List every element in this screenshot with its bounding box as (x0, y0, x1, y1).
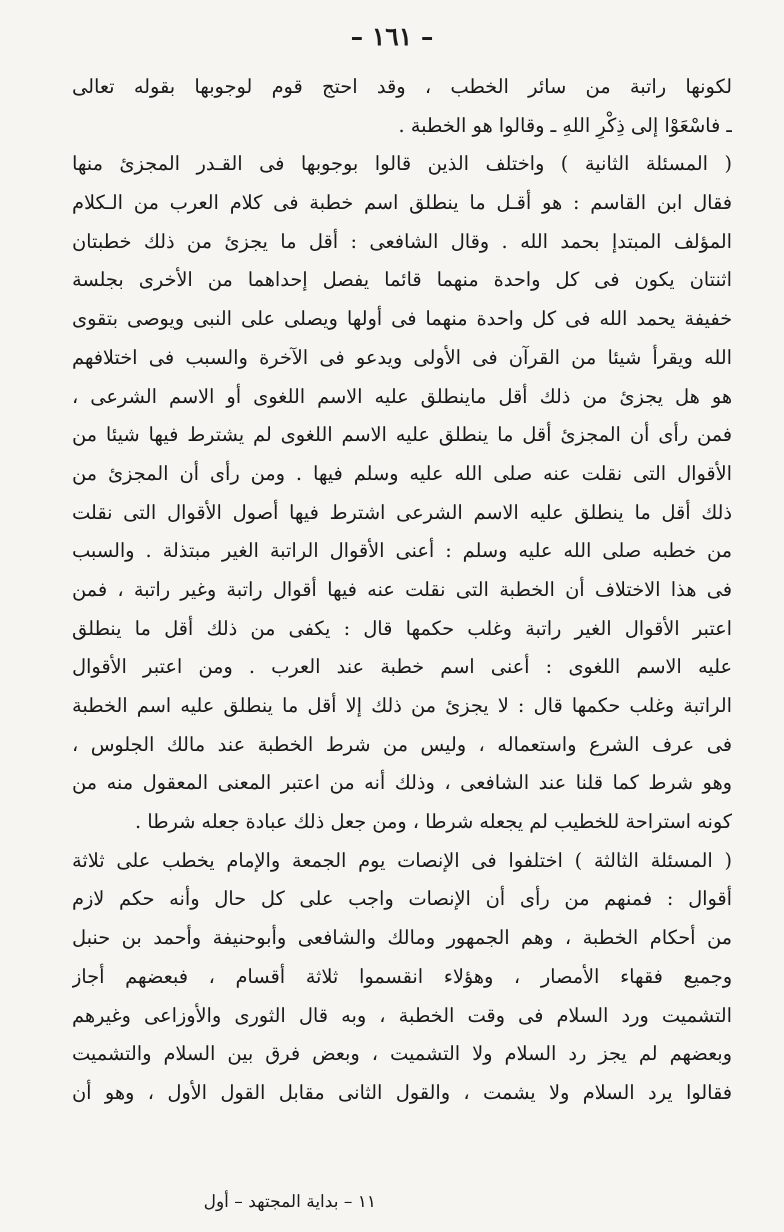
body-text (72, 68, 732, 1113)
text-line: خفيفة يحمد الله فى كل واحدة منهما فى أولها ويصلى على النبى ويوصى بتقوى (72, 307, 732, 331)
text-line: من أحكام الخطبة ، وهم الجمهور ومالك والشافعى وأبوحنيفة وأحمد بن حنبل (72, 926, 732, 950)
text-line: فى هذا الاختلاف أن الخطبة التى نقلت عنه فيها أقوال راتبة وغير راتبة ، فمن (72, 577, 732, 601)
text-line: ( المسئلة الثالثة ) اختلفوا فى الإنصات يوم الجمعة والإمام يخطب على ثلاثة (72, 848, 732, 872)
text-line: ـ فاسْعَوْا إلى ذِكْرِ اللهِ ـ وقالوا هو الخطبة . (398, 113, 732, 137)
text-line: أقوال : فمنهم من رأى أن الإنصات واجب على كل حال وأنه حكم لازم (72, 887, 732, 911)
text-line: الأقوال التى نقلت عنه صلى الله عليه وسلم فيها . ومن رأى أن المجزئ من (72, 461, 732, 485)
text-line: هو هل يجزئ من ذلك أقل ماينطلق عليه الاسم اللغوى أو الاسم الشرعى ، (72, 384, 732, 408)
footer-signature: ١١ – بداية المجتهد – أول (203, 1192, 376, 1212)
text-line: وبعضهم لم يجز رد السلام ولا التشميت ، وبعض فرق بين السلام والتشميت (72, 1042, 732, 1066)
text-line: اثنتان يكون فى كل واحدة منهما قائما يفصل إحداهما من الأخرى بجلسة (72, 268, 732, 292)
text-line: لكونها راتبة من سائر الخطب ، وقد احتج قوم لوجوبها بقوله تعالى (72, 75, 732, 98)
text-line: ( المسئلة الثانية ) واختلف الذين قالوا بوجوبها فى القـدر المجزئ منها (72, 152, 732, 176)
text-line: التشميت ورد السلام فى وقت الخطبة ، وبه قال الثورى والأوزاعى وغيرهم (72, 1003, 732, 1027)
text-line: فقالوا يرد السلام ولا يشمت ، والقول الثانى مقابل القول الأول ، وهو أن (72, 1080, 732, 1104)
text-line: وجميع فقهاء الأمصار ، وهؤلاء انقسموا ثلاثة أقسام ، فبعضهم أجاز (72, 964, 732, 988)
text-line: فى عرف الشرع واستعماله ، وليس من شرط الخطبة عند مالك الجلوس ، (72, 732, 732, 756)
text-line: من خطبه صلى الله عليه وسلم : أعنى الأقوال الراتبة الغير مبتذلة . والسبب (72, 539, 732, 563)
text-line: فمن رأى أن المجزئ أقل ما ينطلق عليه الاسم اللغوى لم يشترط فيها شيئا من (72, 423, 732, 447)
text-line: الراتبة وغلب حكمها قال : لا يجزئ من ذلك إلا أقل ما ينطلق عليه اسم الخطبة (72, 694, 732, 717)
text-line: الله ويقرأ شيئا من القرآن فى الأولى ويدعو فى الآخرة والسبب فى اختلافهم (72, 345, 732, 369)
page-number: – ١٦١ – (350, 22, 434, 51)
text-line: وهو شرط كما قلنا عند الشافعى ، وذلك أنه من اعتبر المعنى المعقول منه من (72, 771, 732, 795)
text-line: فقال ابن القاسم : هو أقـل ما ينطلق اسم خطبة فى كلام العرب من الـكلام (72, 191, 732, 215)
text-line: المؤلف المبتدإ بحمد الله . وقال الشافعى : أقل ما يجزئ من ذلك خطبتان (72, 229, 732, 253)
text-line: عليه الاسم اللغوى : أعنى اسم خطبة عند العرب . ومن اعتبر الأقوال (72, 655, 732, 679)
text-line: ذلك أقل ما ينطلق عليه الاسم الشرعى اشترط فيها أصول الأقوال التى نقلت (72, 500, 732, 524)
text-line: اعتبر الأقوال الغير راتبة وغلب حكمها قال : يكفى من ذلك أقل ما ينطلق (72, 616, 732, 640)
text-line: كونه استراحة للخطيب لم يجعله شرطا ، ومن جعل ذلك عبادة جعله شرطا . (135, 810, 732, 834)
